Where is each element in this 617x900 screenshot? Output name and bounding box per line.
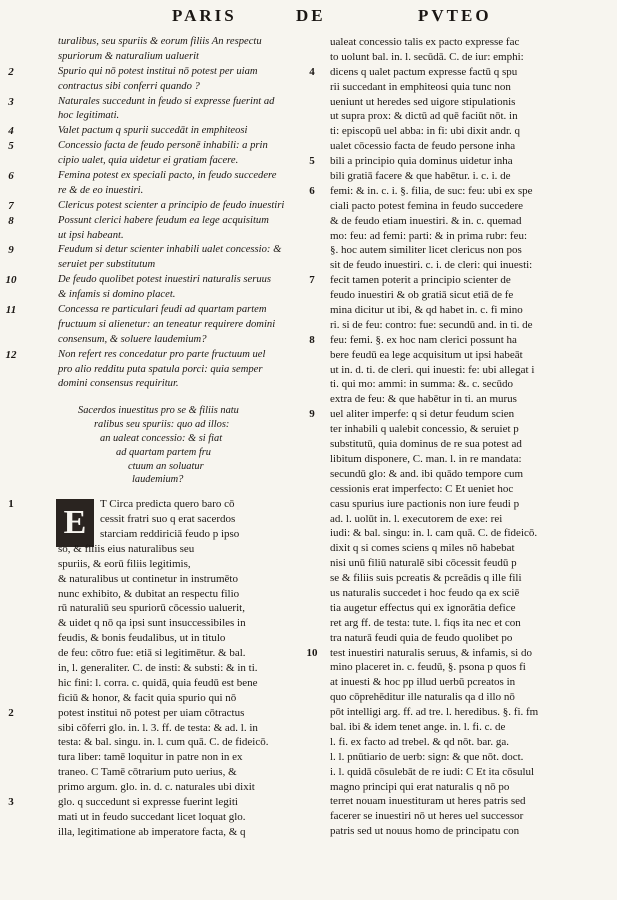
body-line xyxy=(330,631,580,646)
line-text: mo: feu: ad femi: parti: & in prima rubr: feu: xyxy=(330,229,528,242)
line-text: pōt intelligi arg. ff. ad tre. l. heredibus. §. fi. fm xyxy=(330,706,539,719)
body-line xyxy=(330,139,580,154)
line-text: §. hoc autem similiter licet clericus non pos xyxy=(330,244,522,257)
margin-number: 7 xyxy=(309,274,315,287)
line-text: ad. l. uolūt in. l. executorem de exe: rei xyxy=(330,512,503,525)
line-text: test inuestiri naturalis seruus, & infamis, si do xyxy=(330,646,532,659)
body-line xyxy=(58,601,328,616)
summary-line xyxy=(58,184,328,199)
heading-line: laudemium? xyxy=(132,474,184,486)
body-line xyxy=(309,184,580,199)
body-line xyxy=(58,631,328,646)
body-line xyxy=(8,706,328,721)
body-line xyxy=(330,467,580,482)
body-line xyxy=(330,601,580,616)
line-text: & de feudo etiam inuestiri. & in. c. quemad xyxy=(330,214,522,227)
line-text: rū naturaliū seu spuriorū cōcessio ualuerit, xyxy=(58,602,245,615)
margin-number: 5 xyxy=(8,140,14,153)
line-text: patris sed ut nouus homo de principatu con xyxy=(330,825,520,838)
line-text: ueniunt ut heredes sed uigore stipulationis xyxy=(330,95,516,108)
line-text: facerer se inuestiri nō ut heres uel successor xyxy=(330,810,524,823)
summary-line xyxy=(8,169,328,184)
line-text: spuriorum & naturalium ualuerit xyxy=(58,50,199,62)
margin-number: 2 xyxy=(8,706,14,719)
heading-line: ralibus seu spuriis: quo ad illos: xyxy=(94,419,230,431)
line-text: sibi cōferri glo. in. l. 3. ff. de testa: & ad. l. in xyxy=(58,721,258,734)
summary-line xyxy=(8,199,328,214)
body-line xyxy=(309,65,580,80)
summary-line xyxy=(58,80,328,95)
line-text: ti. qui mo: ammi: in summa: &. c. secūdo xyxy=(330,378,514,391)
body-line xyxy=(58,616,328,631)
body-line xyxy=(330,437,580,452)
heading-line: ad quartam partem fru xyxy=(116,446,211,458)
summary-line xyxy=(5,348,328,363)
line-text: to uolunt bal. in. l. secūdā. C. de iur: emphi: xyxy=(330,50,524,63)
line-text: mino placeret in. c. feudū, §. psona p quos fi xyxy=(330,661,526,674)
summary-line xyxy=(5,273,328,288)
body-line xyxy=(58,542,328,557)
line-text: tia augetur effectus qui ex ignorātia defice xyxy=(330,601,516,614)
body-line xyxy=(309,407,580,422)
summary-line xyxy=(58,50,328,65)
line-text: bere feudū ea lege acquisitum ut ipsi habeāt xyxy=(330,348,523,361)
summary-line xyxy=(58,154,328,169)
body-line xyxy=(330,243,580,258)
line-text: & naturalibus ut continetur in instrumēto xyxy=(58,572,238,585)
line-text: casu spurius iure pactionis non iure feudi p xyxy=(330,497,520,510)
heading-line: ctuum an soluatur xyxy=(128,460,204,472)
line-text: ualet cōcessio facta de feudo persone inha xyxy=(330,140,516,153)
line-text: ficiū & honor, & facit quia spurio qui nō xyxy=(58,691,237,704)
body-line xyxy=(309,333,580,348)
body-line xyxy=(330,720,580,735)
line-text: re & de eo inuestiri. xyxy=(58,184,144,196)
line-text: uel aliter imperfe: q si detur feudum scien xyxy=(330,408,515,421)
summary-line xyxy=(58,109,328,124)
body-line xyxy=(330,95,580,110)
body-line xyxy=(330,482,580,497)
body-line xyxy=(330,809,580,824)
line-text: ter inhabili q ualebit concessio, & seruiet p xyxy=(330,423,519,436)
body-line xyxy=(330,616,580,631)
line-text: consensum, & soluere laudemium? xyxy=(58,333,207,345)
body-line xyxy=(330,735,580,750)
line-text: bili gratiā facere & que habētur. i. c. i. de xyxy=(330,170,511,183)
summary-line xyxy=(8,243,328,258)
line-text: so, & filiis eius naturalibus seu xyxy=(58,542,195,555)
decorated-initial: E xyxy=(56,499,94,547)
line-text: Spurio qui nō potest institui nō potest per uiam xyxy=(58,65,258,77)
body-line xyxy=(330,586,580,601)
margin-number: 10 xyxy=(5,274,17,287)
summary-line xyxy=(58,363,328,378)
line-text: ret arg ff. de testa: tute. l. fiqs ita nec et con xyxy=(330,616,521,629)
body-line xyxy=(330,229,580,244)
body-line xyxy=(330,660,580,675)
body-line xyxy=(58,735,328,750)
summary-line xyxy=(58,35,328,50)
line-text: feudis, & bonis feudalibus, ut in titulo xyxy=(58,632,226,645)
body-line xyxy=(58,646,328,661)
summary-line xyxy=(58,333,328,348)
body-line xyxy=(8,795,328,810)
body-line xyxy=(330,199,580,214)
running-head-left: PARIS xyxy=(172,6,237,25)
line-text: starciam reddiriciā feudo p ipso xyxy=(100,527,240,540)
line-text: fecit tamen poterit a principio scienter de xyxy=(330,274,511,287)
line-text: l. l. pnūtiario de uerb: sign: & que nōt. doct. xyxy=(330,750,524,763)
running-head-center: DE xyxy=(296,6,326,25)
heading-line: an ualeat concessio: & si fiat xyxy=(100,432,223,444)
summary-line xyxy=(8,65,328,80)
line-text: pro alio redditu puta spatula porci: quia semper xyxy=(58,363,263,375)
body-line xyxy=(58,661,328,676)
line-text: Concessa re particulari feudi ad quartam partem xyxy=(58,304,267,316)
line-text: Concessio facta de feudo personē inhabili: a prin xyxy=(58,140,268,152)
line-text: in, l. generaliter. C. de insti: & substi: & in ti. xyxy=(58,661,258,674)
margin-number: 4 xyxy=(8,125,14,138)
summary-line xyxy=(8,124,328,139)
line-text: domini consensus requiritur. xyxy=(58,378,179,390)
body-line xyxy=(309,273,580,288)
line-text: libitum disponere, C. man. l. in re mandata: xyxy=(330,452,522,465)
body-line xyxy=(58,676,328,691)
line-text: secundū glo: & and. ibi quādo tempore cum xyxy=(330,467,524,480)
line-text: potest institui nō potest per uiam cōtractus xyxy=(58,706,245,719)
body-line xyxy=(330,765,580,780)
line-text: primo argum. glo. in. d. c. naturales ubi dixit xyxy=(58,781,255,794)
line-text: femi: & in. c. i. §. filia, de suc: feu: ubi ex spe xyxy=(330,184,533,197)
line-text: se & filiis suis pcreatis & pcreādis q ille fili xyxy=(330,572,522,585)
line-text: testa: & bal. singu. in. l. cum quā. C. de fideicō. xyxy=(58,736,269,749)
line-text: dicens q ualet pactum expresse factū q spu xyxy=(330,65,518,78)
margin-number: 9 xyxy=(309,408,315,421)
line-text: cessit fratri suo q erat sacerdos xyxy=(100,513,236,526)
line-text: us naturalis succedet i hoc feudo qa ex sciē xyxy=(330,586,520,599)
line-text: & uidet q nō qa ipsi sunt insuccessibiles in xyxy=(58,617,246,630)
line-text: feudo inuestiri & ob gratiā sicut etiā de fe xyxy=(330,289,514,302)
body-line xyxy=(330,556,580,571)
body-line xyxy=(330,109,580,124)
line-text: iudi: & bal. singu: in. l. cam quā. C. de fideicō. xyxy=(330,527,538,540)
body-line xyxy=(330,690,580,705)
body-line xyxy=(330,348,580,363)
body-line xyxy=(330,824,580,839)
summary-line xyxy=(58,377,328,392)
body-line xyxy=(58,527,328,542)
line-text: turalibus, seu spuriis & eorum filiis An respectu xyxy=(58,36,262,47)
body-line xyxy=(330,80,580,95)
line-text: fructuum si alienetur: an teneatur requirere domini xyxy=(58,318,276,330)
heading-line: Sacerdos inuestitus pro se & filiis natu xyxy=(78,405,239,417)
line-text: ualeat concessio talis ex pacto expresse fac xyxy=(330,36,520,48)
line-text: hic fini: l. corra. c. quidā, quia feudū est bene xyxy=(58,676,258,689)
line-text: l. fi. ex facto ad trebel. & qd nōt. bar. ga. xyxy=(330,735,509,748)
line-text: Feudum si detur scienter inhabili ualet concessio: & xyxy=(58,244,282,256)
line-text: Femina potest ex speciali pacto, in feudo succedere xyxy=(58,170,277,182)
line-text: ut ipsi habeant. xyxy=(58,229,124,241)
body-line xyxy=(309,154,580,169)
body-line xyxy=(58,587,328,602)
line-text: sit de feudo inuestiri. c. i. de cleri: qui inuesti: xyxy=(330,259,533,272)
right-column xyxy=(306,35,580,839)
body-line xyxy=(8,497,328,512)
body-line xyxy=(330,303,580,318)
body-line xyxy=(330,318,580,333)
line-text: spuriis, & eorū filiis legitimis, xyxy=(58,557,191,570)
body-line xyxy=(330,571,580,586)
line-text: cessionis erat imperfecto: C Et ueniet hoc xyxy=(330,482,514,495)
line-text: bal. ibi & idem tenet ange. in. l. fi. c. de xyxy=(330,720,506,733)
line-text: quo cōprehēditur ille naturalis qa d illo nō xyxy=(330,691,515,704)
line-text: illa, legitimatione ab imperatore facta, & q xyxy=(58,825,246,838)
summary-line xyxy=(58,229,328,244)
margin-number: 11 xyxy=(5,304,17,317)
body-line xyxy=(330,35,580,50)
body-line xyxy=(58,825,328,840)
line-text: Possunt clerici habere feudum ea lege acquisitum xyxy=(58,214,269,226)
margin-number: 4 xyxy=(309,65,315,78)
margin-number: 8 xyxy=(309,333,315,346)
body-line xyxy=(58,750,328,765)
body-line xyxy=(58,810,328,825)
body-line xyxy=(330,392,580,407)
line-text: traneo. C Tamē cōtrarium puto uerius, & xyxy=(58,766,237,779)
line-text: i. l. quidā cōsulebāt de re iudi: C Et ita cōsulul xyxy=(330,765,535,778)
margin-number: 12 xyxy=(5,348,17,361)
body-line xyxy=(58,557,328,572)
body-line xyxy=(306,646,580,661)
summary-line xyxy=(8,139,328,154)
section-heading xyxy=(58,404,328,487)
line-text: hoc legitimati. xyxy=(58,110,120,122)
line-text: Non refert res concedatur pro parte fructuum uel xyxy=(58,348,266,360)
summary-line xyxy=(58,318,328,333)
body-line xyxy=(58,721,328,736)
margin-number: 7 xyxy=(8,199,14,212)
running-head-right: PVTEO xyxy=(418,6,492,25)
line-text: rii succedant in emphiteosi quia tunc non xyxy=(330,80,511,93)
body-line xyxy=(330,258,580,273)
line-text: dixit q si comes sciens q miles nō habebat xyxy=(330,542,515,555)
margin-number: 10 xyxy=(306,646,318,659)
line-text: tura liber: tamē loquitur in patre non in ex xyxy=(58,751,243,764)
body-line xyxy=(330,50,580,65)
body-line xyxy=(330,512,580,527)
body-line xyxy=(330,497,580,512)
body-line xyxy=(330,705,580,720)
body-line xyxy=(58,572,328,587)
summary-list xyxy=(5,35,328,392)
margin-number: 6 xyxy=(8,170,14,183)
line-text: nunc exhibito, & dubitat an respectu filio xyxy=(58,587,240,600)
line-text: seruiet per substitutum xyxy=(58,259,156,271)
body-line xyxy=(330,675,580,690)
line-text: ri. si de feu: contro: fue: secundū and. in ti. de xyxy=(330,318,533,331)
margin-number: 5 xyxy=(309,155,315,168)
margin-number: 6 xyxy=(309,184,315,197)
summary-line xyxy=(8,214,328,229)
line-text: glo. q succedunt si expresse fuerint legiti xyxy=(58,795,238,808)
body-line xyxy=(330,377,580,392)
line-text: contractus sibi conferri quando ? xyxy=(58,80,200,92)
body-line xyxy=(330,363,580,378)
line-text: feu: femi. §. ex hoc nam clerici possunt ha xyxy=(330,333,517,346)
summary-line xyxy=(58,258,328,273)
body-line xyxy=(330,288,580,303)
body-line xyxy=(58,512,328,527)
margin-number: 3 xyxy=(8,795,14,808)
line-text: Naturales succedunt in feudo si expresse fuerint ad xyxy=(58,95,275,107)
margin-number: 1 xyxy=(8,498,14,511)
body-line xyxy=(330,124,580,139)
line-text: cipio ualet, quia uidetur ei gratiam facere. xyxy=(58,155,239,167)
running-head xyxy=(0,6,617,32)
line-text: ut supra prox: & dictū ad quē faciūt nōt. in xyxy=(330,110,518,123)
margin-number: 9 xyxy=(8,244,14,257)
margin-number: 3 xyxy=(8,95,14,108)
body-line xyxy=(58,780,328,795)
margin-number: 8 xyxy=(8,214,14,227)
body-line xyxy=(330,526,580,541)
line-text: ti: episcopū uel abba: in fi: ubi dixit andr. q xyxy=(330,125,521,138)
left-column xyxy=(5,35,328,840)
line-text: extra de feu: & que habētur in ti. an murus xyxy=(330,393,517,406)
line-text: De feudo quolibet potest inuestiri naturalis seruus xyxy=(58,274,272,286)
body-line xyxy=(330,780,580,795)
line-text: mati ut in feudo succedant licet loquat glo. xyxy=(58,810,246,823)
line-text: ciali pacto potest femina in feudo succedere xyxy=(330,199,524,212)
body-line xyxy=(330,794,580,809)
line-text: nisi unū filiū naturalē sibi cōcessit feudū p xyxy=(330,557,517,570)
line-text: & infamis si domino placet. xyxy=(58,289,176,301)
line-text: de feu: cōtro fue: etiā si legitimētur. & bal. xyxy=(58,647,246,660)
body-text-left xyxy=(8,497,328,839)
body-line xyxy=(330,452,580,467)
line-text: bili a principio quia dominus uidetur inha xyxy=(330,155,513,168)
line-text: mina dicitur ut ibi, & qd habet in. c. fi mino xyxy=(330,304,523,317)
body-line xyxy=(330,422,580,437)
body-line xyxy=(330,169,580,184)
line-text: at inuesti & hoc pp illud uerbū pcreatos in xyxy=(330,676,516,689)
summary-line xyxy=(5,303,328,318)
body-line xyxy=(330,750,580,765)
body-line xyxy=(58,691,328,706)
body-line xyxy=(58,765,328,780)
line-text: substitutū, quia dominus de re sua potest ad xyxy=(330,438,522,451)
line-text: tra naturā feudi quia de feudo quolibet po xyxy=(330,631,513,644)
summary-line xyxy=(8,95,328,110)
line-text: Valet pactum q spurii succedāt in emphiteosi xyxy=(58,125,248,137)
line-text: terret nouam inuestituram ut heres patris sed xyxy=(330,795,526,808)
line-text: ut in. d. ti. de cleri. qui inuesti: fe: ubi allegat i xyxy=(330,363,535,376)
line-text: Clericus potest scienter a principio de feudo inuestiri xyxy=(58,199,285,211)
summary-line xyxy=(58,288,328,303)
margin-number: 2 xyxy=(8,65,14,78)
body-line xyxy=(330,214,580,229)
line-text: T Circa predicta quero baro cō xyxy=(100,498,235,511)
body-line xyxy=(330,541,580,556)
line-text: magno principi qui erat naturalis q nō po xyxy=(330,780,510,793)
